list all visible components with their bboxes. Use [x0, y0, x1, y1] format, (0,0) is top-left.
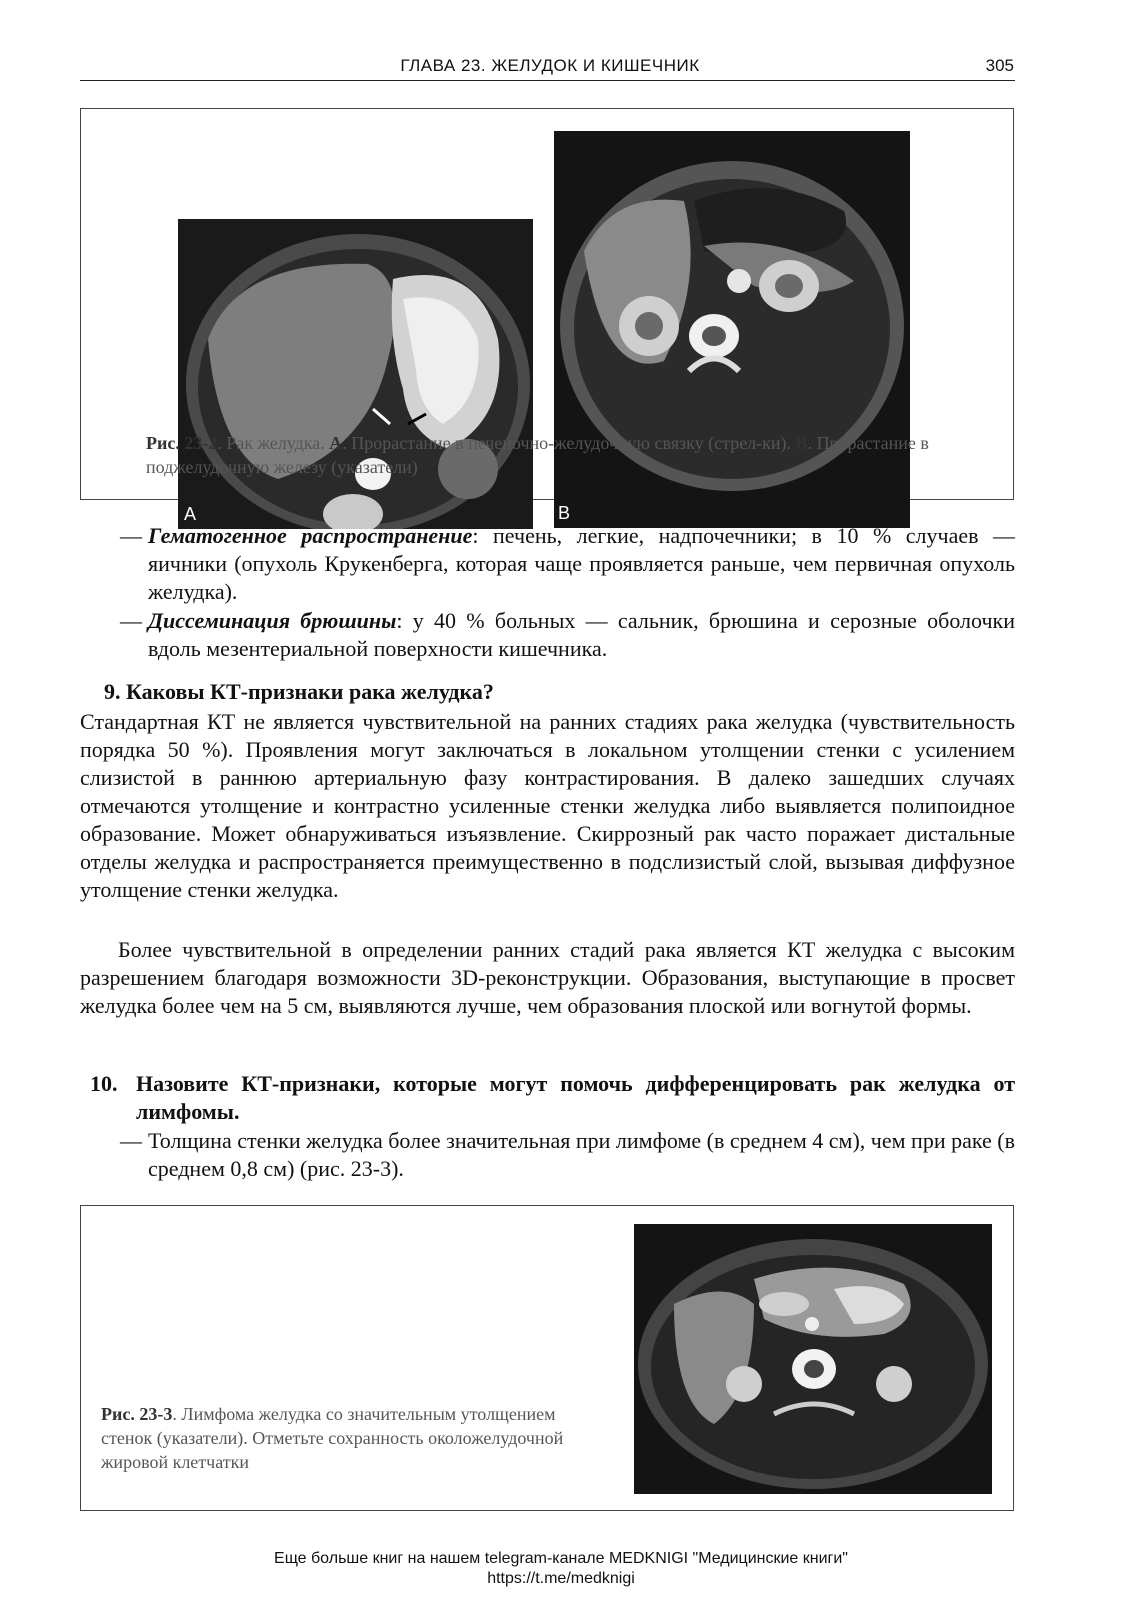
- figure-23-2-caption: Рис. 23-2. Рак желудка. А. Прорастание в печеночно-желудочную связку (стрел-ки). В. Прорастание в поджелудочную железу (указатели): [146, 433, 929, 477]
- question-title: Каковы КТ-признаки рака желудка?: [126, 679, 494, 704]
- question-number: 9.: [104, 679, 121, 704]
- panel-b-label: B: [558, 503, 571, 523]
- ct-image-lymphoma: [634, 1224, 992, 1494]
- figure-23-2: [80, 108, 1014, 524]
- question-9-heading: [104, 678, 1004, 706]
- question-10-heading: [90, 1070, 1015, 1126]
- list-item: — Гематогенное распространение: печень, легкие, надпочечники; в 10 % случаев — яичники (опухоль Крукенберга, которая чаще проявляется раньше, чем первичная опухоль желудка).: [120, 523, 1016, 604]
- question-number: 10.: [90, 1071, 118, 1096]
- figure-ref: Рис. 23-3: [101, 1404, 173, 1424]
- list-item: — Диссеминация брюшины: у 40 % больных — сальник, брюшина и серозные оболочки вдоль мезентериальной поверхности кишечника.: [120, 608, 1015, 661]
- footer-line-1: Еще больше книг на нашем telegram-канале MEDKNIGI "Медицинские книги": [274, 1550, 848, 1567]
- bullet-text: : печень, легкие, надпочечники; в 10 % случаев — яичники (опухоль Крукенберга, которая чаще проявляется раньше, чем первичная опухоль желудка).: [148, 523, 1016, 604]
- footer: [0, 1549, 1122, 1589]
- running-header: ГЛАВА 23. ЖЕЛУДОК И КИШЕЧНИК: [400, 56, 700, 75]
- question-9-paragraph-2: Более чувствительной в определении ранних стадий рака является КТ желудка с высоким разрешением благодаря возможности 3D-реконструкции. Образования, выступающие в просвет желудка более чем на 5 см, выявляются лучше, чем образования плоской или вогнутой формы.: [80, 937, 1015, 1018]
- bullet-term: Гематогенное распространение: [148, 523, 473, 548]
- bullet-text: : у 40 % больных — сальник, брюшина и серозные оболочки вдоль мезентериальной поверхности кишечника.: [148, 608, 1015, 661]
- page-number: 305: [985, 56, 1014, 75]
- header-rule: [80, 80, 1015, 81]
- list-item: — Толщина стенки желудка более значительная при лимфоме (в среднем 4 см), чем при раке (в среднем 0,8 см) (рис. 23-3).: [120, 1128, 1015, 1181]
- panel-a-label: A: [184, 504, 197, 524]
- question-title: Назовите КТ-признаки, которые могут помочь дифференцировать рак желудка от лимфомы.: [136, 1071, 1015, 1124]
- bullet-term: Диссеминация брюшины: [148, 608, 397, 633]
- bullet-text: Толщина стенки желудка более значительная при лимфоме (в среднем 4 см), чем при раке (в среднем 0,8 см) (рис. 23-3).: [148, 1128, 1015, 1181]
- figure-ref: Рис. 23-2: [146, 433, 218, 453]
- footer-link[interactable]: https://t.me/medknigi: [487, 1570, 635, 1587]
- question-9-paragraph-1: Стандартная КТ не является чувствительной на ранних стадиях рака желудка (чувствительность порядка 50 %). Проявления могут заключаться в локальном утолщении стенки с усилением слизистой в раннюю артериальную фазу контрастирования. В далеко зашедших случаях отмечаются утолщение и контрастно усиленные стенки желудка либо выявляется полипоидное образование. Может обнаруживаться изъязвление. Скиррозный рак часто поражает дистальные отделы желудка и распространяется преимущественно в подслизистый слой, вызывая диффузное утолщение стенки желудка.: [80, 709, 1015, 902]
- figure-23-3: [80, 1205, 1014, 1511]
- ct-image-panel-a: [178, 219, 533, 529]
- figure-23-3-caption: Рис. 23-3. Лимфома желудка со значительным утолщением стенок (указатели). Отметьте сохранность околожелудочной жировой клетчатки: [101, 1404, 564, 1472]
